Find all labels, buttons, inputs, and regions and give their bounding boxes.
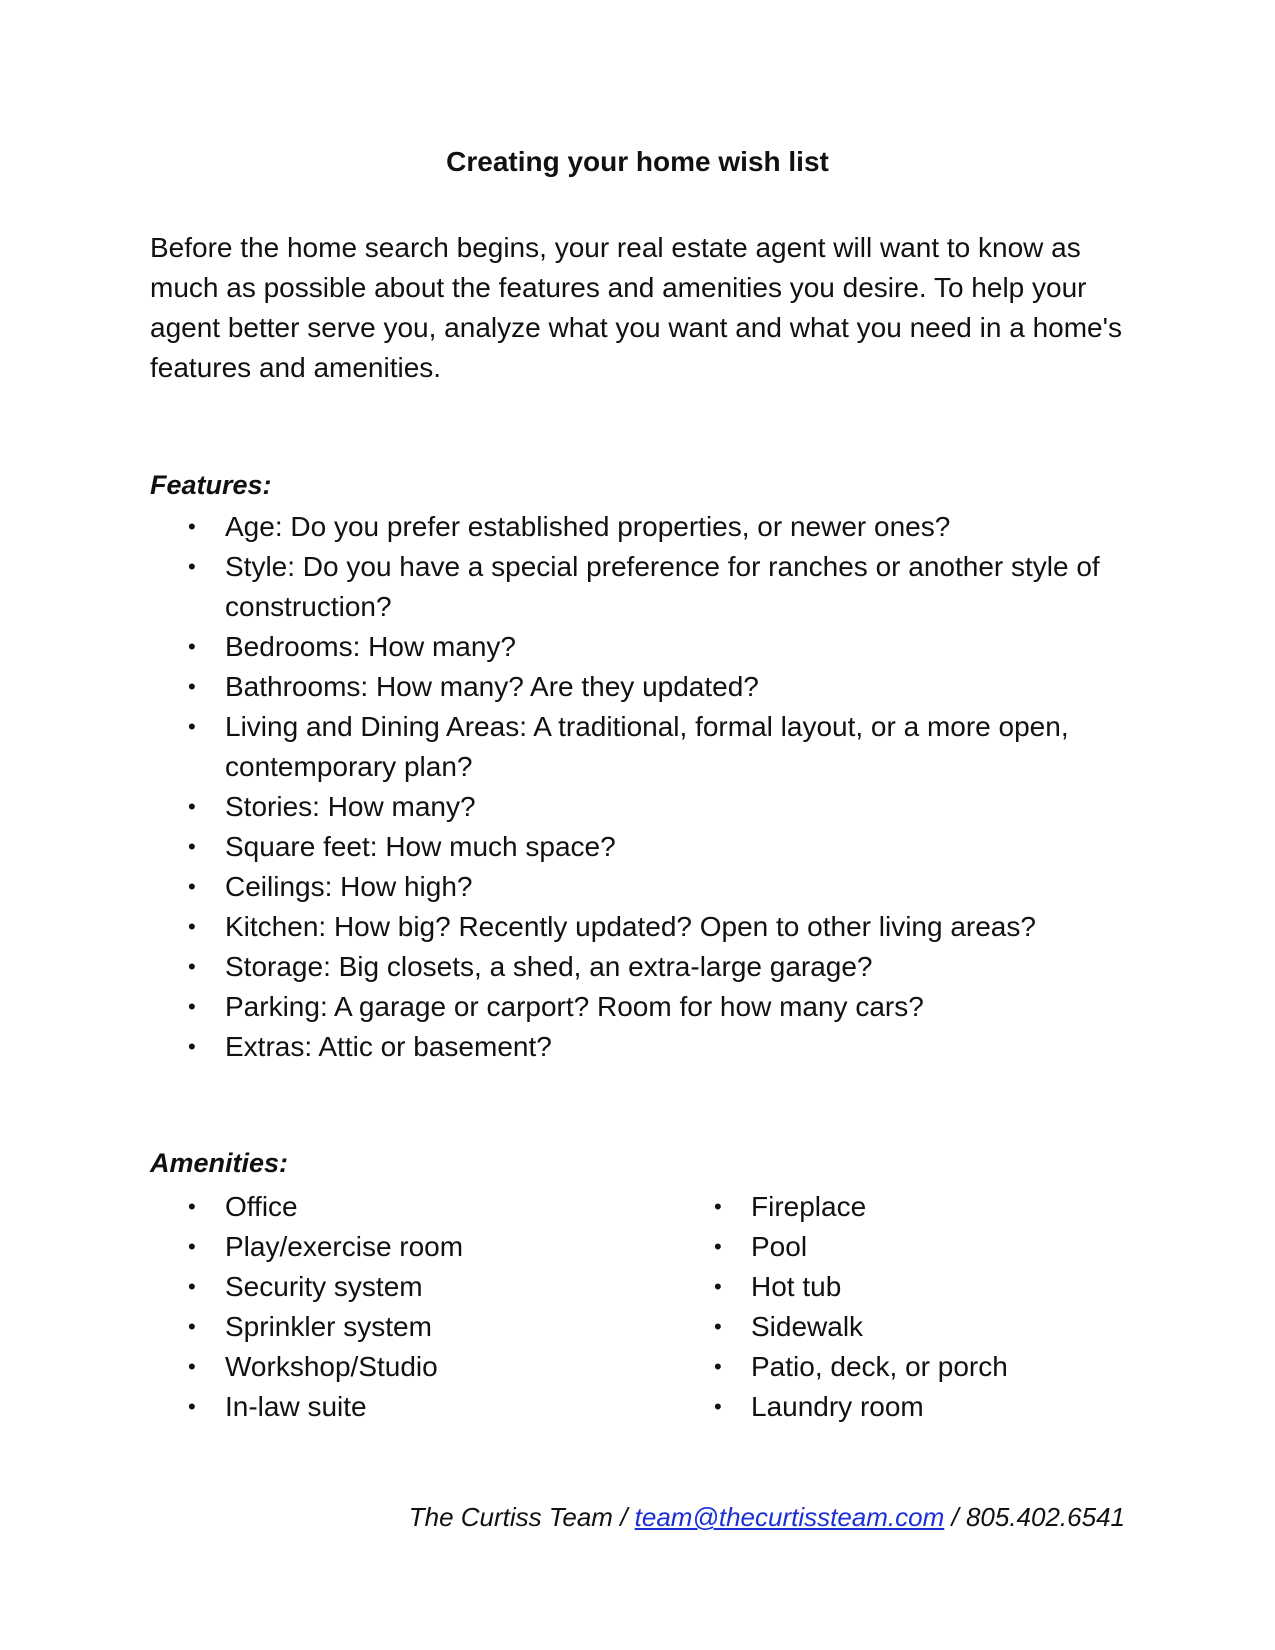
feature-item: [150, 1027, 1140, 1067]
bullet-icon: •: [188, 1034, 196, 1059]
feature-item-text: Kitchen: How big? Recently updated? Open to other living areas?: [225, 911, 1036, 942]
feature-item: [150, 827, 1140, 867]
amenity-item: [676, 1227, 1196, 1267]
feature-item-text: Stories: How many?: [225, 791, 476, 822]
bullet-icon: •: [714, 1274, 722, 1299]
footer-team: The Curtiss Team /: [408, 1502, 628, 1532]
feature-item-text: Extras: Attic or basement?: [225, 1031, 552, 1062]
bullet-icon: •: [188, 1354, 196, 1379]
feature-item-text: Style: Do you have a special preference for ranches or another style of construction?: [225, 551, 1100, 622]
amenity-item-text: Pool: [751, 1231, 808, 1262]
bullet-icon: •: [188, 1394, 196, 1419]
bullet-icon: •: [714, 1194, 722, 1219]
feature-item-text: Bedrooms: How many?: [225, 631, 517, 662]
footer-contact: [409, 1502, 1125, 1533]
bullet-icon: •: [188, 794, 196, 819]
amenity-item: [150, 1227, 670, 1267]
bullet-icon: •: [188, 834, 196, 859]
email-link[interactable]: team@thecurtissteam.com: [634, 1502, 945, 1532]
amenity-item: [150, 1387, 670, 1427]
bullet-icon: •: [188, 634, 196, 659]
feature-item: [150, 987, 1140, 1027]
feature-item: [150, 667, 1140, 707]
amenity-item-text: Hot tub: [751, 1271, 842, 1302]
bullet-icon: •: [188, 994, 196, 1019]
amenity-item: [676, 1267, 1196, 1307]
bullet-icon: •: [188, 514, 196, 539]
bullet-icon: •: [188, 1274, 196, 1299]
intro-paragraph: Before the home search begins, your real estate agent will want to know as much as possible about the features and amenities you desire. To help your agent better serve you, analyze what you want and what you need in a home's features and amenities.: [150, 232, 1122, 383]
amenity-item-text: Play/exercise room: [225, 1231, 464, 1262]
feature-item: [150, 547, 1140, 627]
feature-item-text: Ceilings: How high?: [225, 871, 473, 902]
bullet-icon: •: [188, 1194, 196, 1219]
amenities-list-right: [676, 1187, 1196, 1427]
bullet-icon: •: [714, 1234, 722, 1259]
amenity-item-text: Office: [225, 1191, 298, 1222]
bullet-icon: •: [188, 714, 196, 739]
amenity-item: [150, 1187, 670, 1227]
feature-item: [150, 707, 1140, 787]
bullet-icon: •: [188, 954, 196, 979]
amenity-item: [676, 1307, 1196, 1347]
bullet-icon: •: [714, 1314, 722, 1339]
bullet-icon: •: [714, 1394, 722, 1419]
amenity-item-text: Fireplace: [751, 1191, 867, 1222]
amenities-list-left: [150, 1187, 670, 1427]
feature-item: [150, 907, 1140, 947]
footer-phone: / 805.402.6541: [951, 1502, 1125, 1532]
amenity-item: [150, 1267, 670, 1307]
amenity-item-text: Laundry room: [751, 1391, 924, 1422]
feature-item-text: Storage: Big closets, a shed, an extra-large garage?: [225, 951, 873, 982]
amenities-heading: Amenities:: [150, 1148, 289, 1178]
feature-item: [150, 947, 1140, 987]
amenity-item-text: Workshop/Studio: [225, 1351, 438, 1382]
feature-item: [150, 507, 1140, 547]
amenity-item: [150, 1347, 670, 1387]
amenity-item-text: Security system: [225, 1271, 423, 1302]
page-title: Creating your home wish list: [446, 146, 829, 177]
features-heading: Features:: [150, 470, 272, 500]
amenity-item-text: In-law suite: [225, 1391, 367, 1422]
amenity-item-text: Sprinkler system: [225, 1311, 432, 1342]
amenity-item: [150, 1307, 670, 1347]
feature-item-text: Parking: A garage or carport? Room for how many cars?: [225, 991, 924, 1022]
feature-item-text: Living and Dining Areas: A traditional, formal layout, or a more open, contemporary plan?: [225, 711, 1069, 782]
bullet-icon: •: [188, 554, 196, 579]
feature-item: [150, 787, 1140, 827]
feature-item-text: Square feet: How much space?: [225, 831, 616, 862]
bullet-icon: •: [714, 1354, 722, 1379]
amenity-item: [676, 1187, 1196, 1227]
feature-item: [150, 627, 1140, 667]
amenity-item-text: Sidewalk: [751, 1311, 864, 1342]
bullet-icon: •: [188, 1234, 196, 1259]
amenity-item: [676, 1347, 1196, 1387]
bullet-icon: •: [188, 914, 196, 939]
feature-item-text: Age: Do you prefer established properties, or newer ones?: [225, 511, 951, 542]
bullet-icon: •: [188, 674, 196, 699]
amenity-item-text: Patio, deck, or porch: [751, 1351, 1008, 1382]
amenity-item: [676, 1387, 1196, 1427]
bullet-icon: •: [188, 1314, 196, 1339]
features-list: [150, 507, 1140, 1067]
feature-item: [150, 867, 1140, 907]
bullet-icon: •: [188, 874, 196, 899]
feature-item-text: Bathrooms: How many? Are they updated?: [225, 671, 759, 702]
